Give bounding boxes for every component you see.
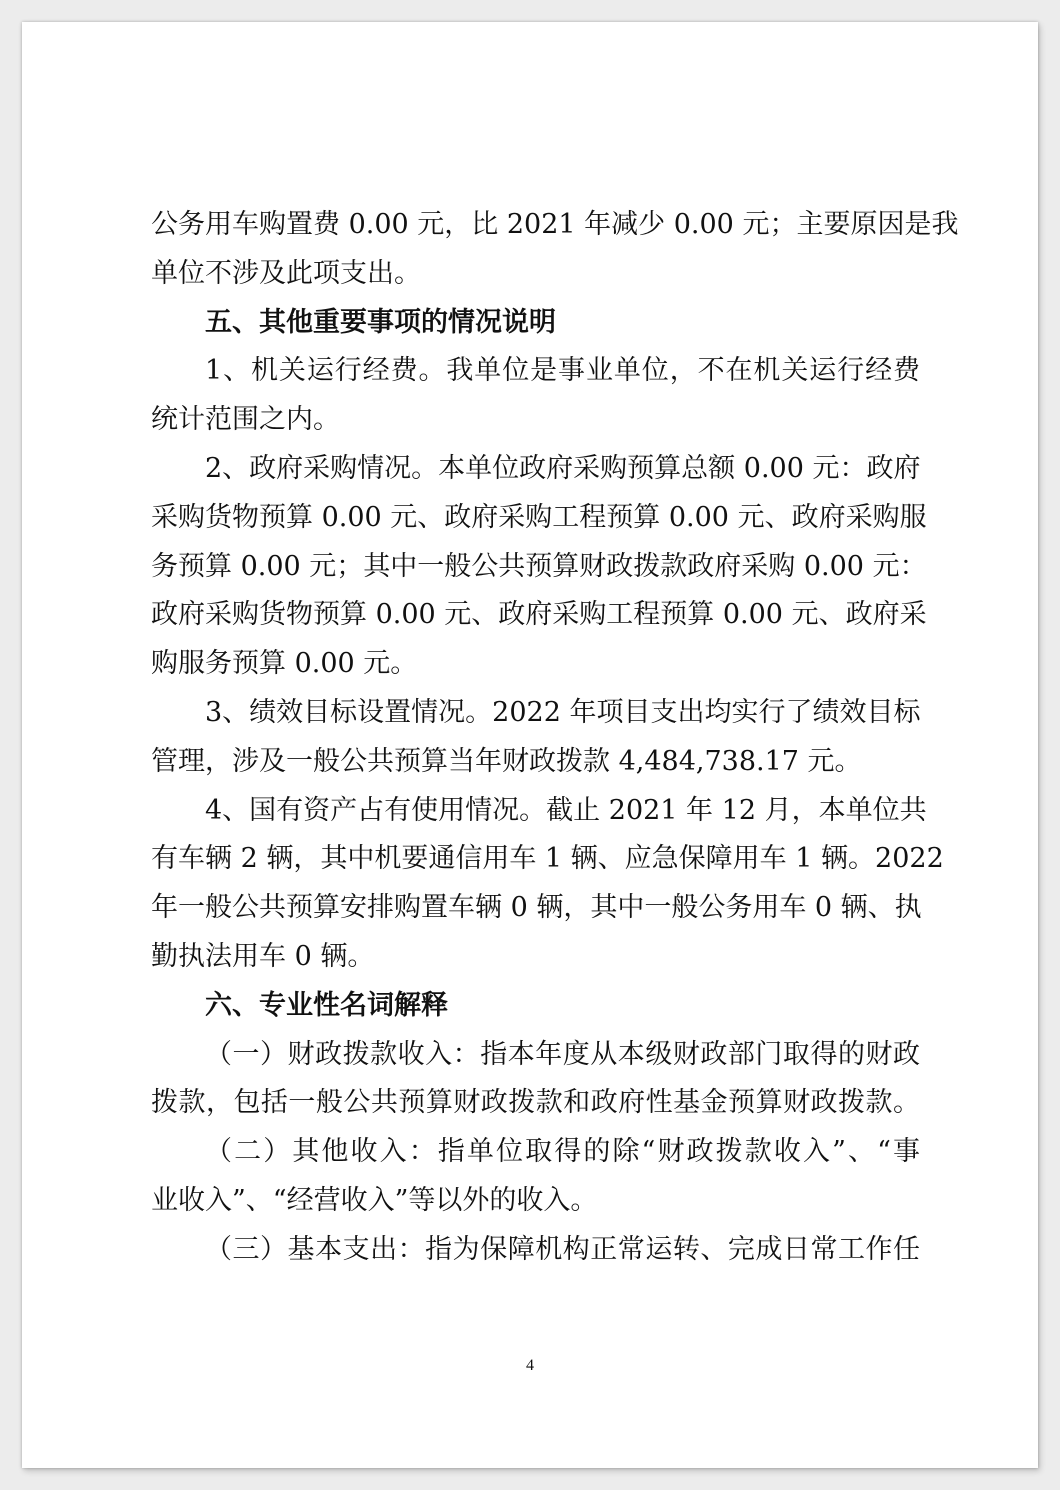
body-line: 单位不涉及此项支出。 (151, 257, 421, 289)
body-line: 业收入”、“经营收入”等以外的收入。 (151, 1184, 598, 1216)
body-line: （二）其他收入：指单位取得的除“财政拨款收入”、“事 (205, 1136, 920, 1168)
body-line: 采购货物预算 0.00 元、政府采购工程预算 0.00 元、政府采购服 (151, 501, 927, 533)
body-line: 有车辆 2 辆，其中机要通信用车 1 辆、应急保障用车 1 辆。2022 (151, 843, 944, 875)
body-line: 政府采购货物预算 0.00 元、政府采购工程预算 0.00 元、政府采 (151, 599, 927, 631)
section-heading: 六、专业性名词解释 (205, 989, 448, 1021)
body-line: 年一般公共预算安排购置车辆 0 辆，其中一般公务用车 0 辆、执 (151, 892, 922, 924)
body-line: 公务用车购置费 0.00 元，比 2021 年减少 0.00 元；主要原因是我 (151, 209, 959, 240)
body-line: 统计范围之内。 (151, 404, 340, 436)
section-heading: 五、其他重要事项的情况说明 (205, 306, 556, 338)
body-line: （三）基本支出：指为保障机构正常运转、完成日常工作任 (205, 1233, 920, 1265)
body-line: 2、政府采购情况。本单位政府采购预算总额 0.00 元：政府 (205, 452, 921, 484)
document-body (151, 201, 959, 1275)
body-line: 管理，涉及一般公共预算当年财政拨款 4,484,738.17 元。 (151, 745, 862, 777)
body-line: 1、机关运行经费。我单位是事业单位，不在机关运行经费 (205, 355, 920, 387)
body-line: 拨款，包括一般公共预算财政拨款和政府性基金预算财政拨款。 (151, 1087, 920, 1119)
page-number: 4 (526, 1357, 534, 1374)
body-line: 务预算 0.00 元；其中一般公共预算财政拨款政府采购 0.00 元： (151, 550, 927, 582)
body-line: （一）财政拨款收入：指本年度从本级财政部门取得的财政 (205, 1038, 920, 1070)
body-line: 勤执法用车 0 辆。 (151, 940, 375, 972)
body-line: 购服务预算 0.00 元。 (151, 648, 418, 680)
body-line: 3、绩效目标设置情况。2022 年项目支出均实行了绩效目标 (205, 696, 921, 728)
body-line: 4、国有资产占有使用情况。截止 2021 年 12 月，本单位共 (205, 794, 927, 826)
